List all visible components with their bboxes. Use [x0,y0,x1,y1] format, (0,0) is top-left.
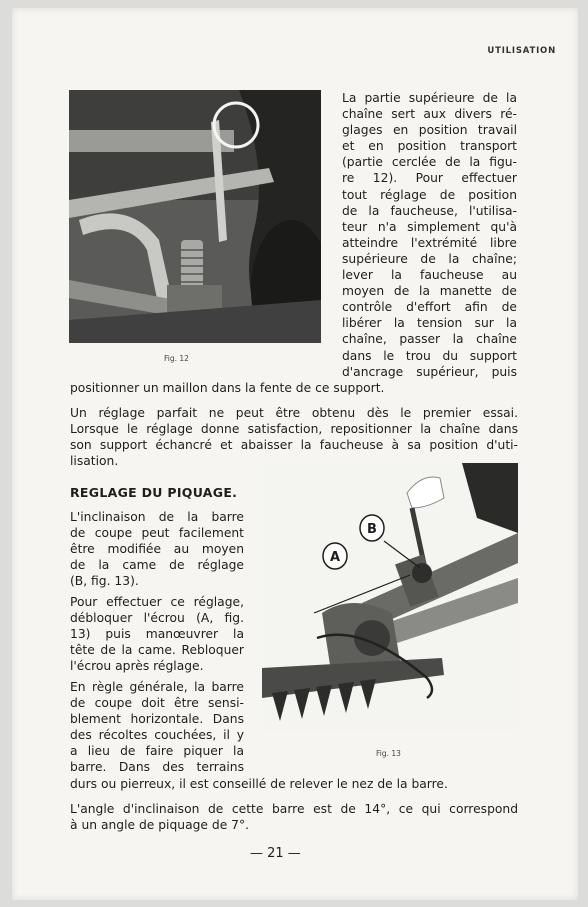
paragraph-chain-adjustment [342,90,517,380]
figure-12-caption: Fig. 12 [164,354,189,363]
text-line: Lorsque le réglage donne satisfaction, repositionner la chaîne dans [70,422,518,437]
text-line: L'inclinaison de la barre [70,510,244,524]
page-number: — 21 — [250,846,301,861]
text-line: moyen de la manette de [342,284,517,299]
text-line: dans le trou du support [342,348,517,363]
text-line: à un angle de piquage de 7°. [70,818,250,833]
paragraph-tilt-rule [70,679,244,776]
text-line: Un réglage parfait ne peut être obtenu dès le premier essai. [70,406,518,420]
label-b: B [367,522,377,537]
text-line: supérieure de la chaîne; [342,251,517,266]
text-line: lever la faucheuse au [342,268,517,283]
paragraph-tilt-intro [70,509,244,589]
text-line: être modifiée au moyen [70,542,244,557]
text-line: de coupe peut facilement [70,526,244,541]
text-line: débloquer l'écrou (A, fig. [70,611,244,626]
figure-13-photo [262,463,518,731]
text-line: de la faucheuse, l'utilisa- [342,203,517,218]
paragraph-angle [70,801,518,833]
text-line: tout réglage de position [342,187,517,202]
text-line: atteindre l'extrémité libre [342,235,517,250]
text-line: chaîne, passer la chaîne [342,332,517,347]
text-line: l'écrou après réglage. [70,659,204,674]
text-line: tête de la came. Rebloquer [70,643,244,658]
paragraph-tilt-procedure [70,594,244,674]
section-title: REGLAGE DU PIQUAGE. [70,485,238,500]
text-line: libérer la tension sur la [342,316,517,331]
text-line: barre. Dans des terrains [70,760,244,775]
text-line: 13) puis manœuvrer la [70,627,244,642]
text-line: d'ancrage supérieur, puis [342,364,517,379]
text-line: positionner un maillon dans la fente de ce support. [70,381,385,395]
paragraph-tilt-rule-end [70,776,518,792]
text-line: lisation. [70,454,119,469]
text-line: teur n'a simplement qu'à [342,219,517,234]
text-line: durs ou pierreux, il est conseillé de relever le nez de la barre. [70,777,448,791]
paragraph-chain-adjustment-end [70,380,518,396]
text-line: La partie supérieure de la [342,91,517,105]
text-line: de coupe doit être sensi- [70,696,244,711]
text-line: (partie cerclée de la figu- [342,155,517,170]
text-line: chaîne sert aux divers ré- [342,107,517,122]
text-line: son support échancré et abaisser la faucheuse à sa position d'uti- [70,438,518,453]
figure-13-caption: Fig. 13 [376,749,401,758]
text-line: contrôle d'effort afin de [342,300,517,315]
text-line: Pour effectuer ce réglage, [70,595,244,609]
text-line: glages en position travail [342,123,517,138]
text-line: (B, fig. 13). [70,574,139,589]
label-a: A [329,550,341,565]
text-line: de la came de réglage [70,558,244,573]
text-line: des récoltes couchées, il y [70,728,244,743]
section-header: UTILISATION [487,46,556,56]
manual-page [12,8,578,900]
text-line: blement horizontale. Dans [70,712,244,727]
text-line: re 12). Pour effectuer [342,171,517,186]
figure-12-photo [69,90,321,343]
paragraph-final-adjustment [70,405,518,469]
text-line: a lieu de faire piquer la [70,744,244,759]
text-line: En règle générale, la barre [70,680,244,694]
text-line: et en position transport [342,139,517,154]
text-line: L'angle d'inclinaison de cette barre est de 14°, ce qui correspond [70,802,518,816]
